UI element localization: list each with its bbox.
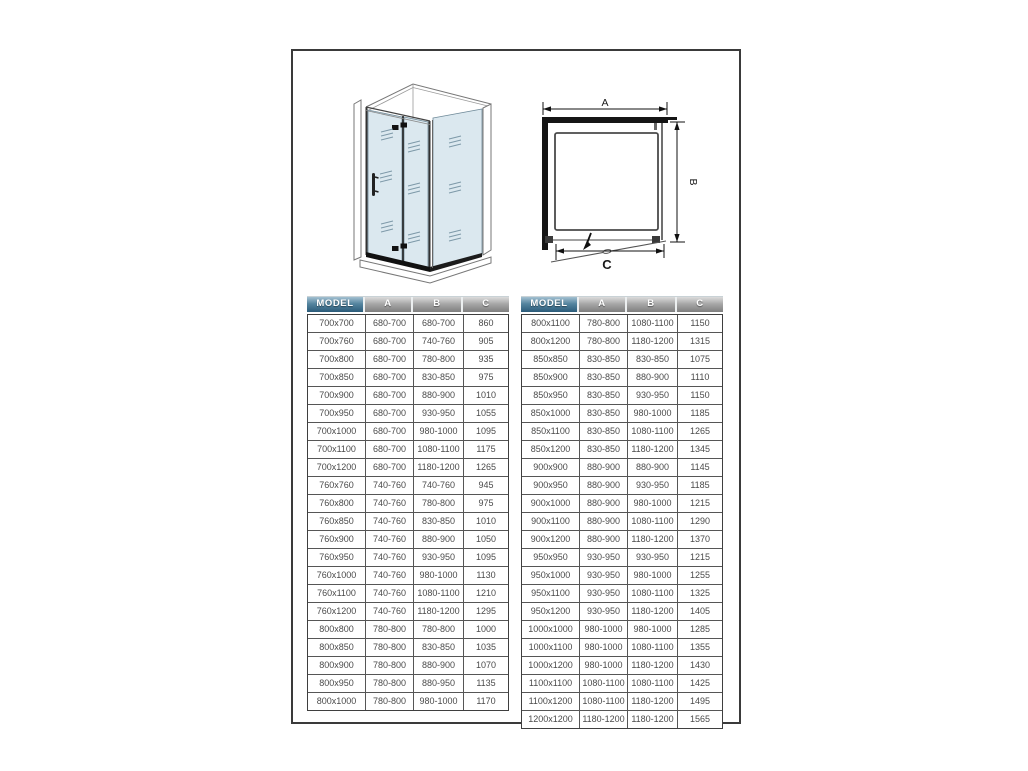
dimension-cell: 980-1000 [628,567,678,584]
dimension-cell: 1285 [689,624,711,634]
dimension-cell: 1080-1100 [628,423,678,440]
dimension-cell: 680-700 [414,315,464,332]
model-cell: 900x950 [522,477,580,494]
column-header-c: C [463,297,509,312]
dimension-cell: 1565 [689,714,711,724]
dimension-cell: 975 [478,498,494,508]
table-row [522,333,722,351]
column-header-b: B [413,297,463,312]
dimension-cell: 680-700 [366,405,414,422]
table-row [308,639,508,657]
shower-enclosure-plan-diagram [535,94,705,294]
model-cell: 1100x1200 [522,693,580,710]
table-header-row [307,296,509,312]
dimension-cell: 1295 [475,606,497,616]
dimension-cell: 740-760 [414,333,464,350]
table-row [308,549,508,567]
dimension-cell: 930-950 [628,387,678,404]
dimension-cell: 680-700 [366,387,414,404]
table-row [308,603,508,621]
model-cell: 760x1000 [308,567,366,584]
dimension-cell: 740-760 [366,531,414,548]
dimension-cell: 880-900 [580,531,628,548]
table-row [522,513,722,531]
model-cell: 850x900 [522,369,580,386]
dimension-cell: 680-700 [366,333,414,350]
dimension-cell: 930-950 [628,477,678,494]
table-row [522,405,722,423]
dimension-cell: 1180-1200 [628,531,678,548]
model-cell: 800x850 [308,639,366,656]
model-cell: 850x1000 [522,405,580,422]
dimension-cell: 1325 [689,588,711,598]
model-cell: 1000x1000 [522,621,580,638]
model-cell: 800x900 [308,657,366,674]
table-row [308,531,508,549]
model-cell: 850x1100 [522,423,580,440]
dimension-cell: 830-850 [414,513,464,530]
table-row [522,711,722,728]
dim-label-a: A [601,97,609,109]
table-row [308,567,508,585]
dimension-cell: 780-800 [366,639,414,656]
left-wall-profile [354,100,361,260]
dimension-cell: 780-800 [366,693,414,710]
dimension-cell: 945 [478,480,494,490]
dimension-cell: 930-950 [580,567,628,584]
dimension-cell: 880-900 [628,459,678,476]
dimension-cell: 1215 [689,552,711,562]
model-cell: 850x850 [522,351,580,368]
model-cell: 760x800 [308,495,366,512]
dimension-cell: 1075 [689,354,711,364]
table-row [308,693,508,710]
dimension-cell: 680-700 [366,423,414,440]
model-cell: 800x800 [308,621,366,638]
dimension-cell: 880-950 [414,675,464,692]
table-body [307,314,509,711]
dimension-cell: 830-850 [580,423,628,440]
dimension-cell: 1345 [689,444,711,454]
table-row [308,675,508,693]
dimension-cell: 1080-1100 [628,675,678,692]
dimension-cell: 1425 [689,678,711,688]
dimension-cell: 1180-1200 [628,711,678,728]
dimension-cell: 830-850 [580,351,628,368]
dimension-cell: 930-950 [628,549,678,566]
dimension-cell: 1010 [475,390,497,400]
table-row [522,585,722,603]
table-header-row [521,296,723,312]
dimension-cell: 980-1000 [414,693,464,710]
table-row [522,675,722,693]
table-row [308,369,508,387]
dimension-cell: 680-700 [366,315,414,332]
dimension-cell: 680-700 [366,351,414,368]
dimension-cell: 1315 [689,336,711,346]
dimension-cell: 1095 [475,426,497,436]
table-row [522,531,722,549]
dimension-cell: 1180-1200 [628,603,678,620]
model-cell: 760x950 [308,549,366,566]
dimension-cell: 1175 [476,444,496,454]
dimension-cell: 830-850 [580,405,628,422]
dimension-b [670,122,699,242]
table-row [308,513,508,531]
swing-direction-arrow-icon [583,241,591,251]
dimension-cell: 1080-1100 [414,585,464,602]
model-cell: 900x900 [522,459,580,476]
dim-label-c: C [602,257,612,272]
right-wall-profile [483,104,491,255]
dimension-cell: 1095 [475,552,497,562]
dimension-cell: 740-760 [414,477,464,494]
model-cell: 1200x1200 [522,711,580,728]
dimension-cell: 780-800 [414,621,464,638]
table-row [308,621,508,639]
column-header-a: A [365,297,413,312]
table-row [522,693,722,711]
dimension-cell: 740-760 [366,549,414,566]
dimension-cell: 680-700 [366,459,414,476]
table-row [522,351,722,369]
model-cell: 800x1200 [522,333,580,350]
dimension-cell: 780-800 [366,657,414,674]
model-cell: 760x850 [308,513,366,530]
shower-enclosure-3d-diagram [345,74,520,296]
dimension-cell: 1180-1200 [628,333,678,350]
model-cell: 700x700 [308,315,366,332]
model-cell: 800x950 [308,675,366,692]
dimension-cell: 1000 [475,624,497,634]
model-cell: 900x1100 [522,513,580,530]
model-cell: 900x1000 [522,495,580,512]
dimension-cell: 930-950 [414,405,464,422]
table-row [522,477,722,495]
table-row [522,315,722,333]
dimension-cell: 1170 [476,696,496,706]
model-cell: 950x950 [522,549,580,566]
table-body [521,314,723,729]
table-row [308,333,508,351]
table-row [308,495,508,513]
dimension-cell: 980-1000 [628,495,678,512]
table-row [522,639,722,657]
dimension-cell: 1265 [689,426,711,436]
model-cell: 1000x1100 [522,639,580,656]
dimension-cell: 1080-1100 [628,315,678,332]
plan-door-track [545,236,660,243]
dimension-cell: 935 [478,354,494,364]
dimension-cell: 1215 [689,498,711,508]
dimension-cell: 780-800 [366,621,414,638]
dimension-cell: 1185 [690,408,710,418]
dimension-cell: 830-850 [580,369,628,386]
model-cell: 850x950 [522,387,580,404]
dimension-cell: 1080-1100 [628,639,678,656]
dimension-cell: 1135 [476,678,496,688]
table-row [308,351,508,369]
table-row [308,477,508,495]
dimension-cell: 860 [478,318,494,328]
model-cell: 760x1100 [308,585,366,602]
table-row [522,495,722,513]
column-header-c: C [677,297,723,312]
dimension-cell: 1180-1200 [580,711,628,728]
plan-shower-tray [555,133,658,230]
model-cell: 700x850 [308,369,366,386]
dimension-cell: 980-1000 [414,423,464,440]
dimension-cell: 1180-1200 [628,657,678,674]
table-row [308,585,508,603]
table-row [522,567,722,585]
dimension-cell: 1080-1100 [628,585,678,602]
dimension-cell: 980-1000 [580,657,628,674]
column-header-a: A [579,297,627,312]
dimension-cell: 1265 [475,462,497,472]
dimension-cell: 780-800 [366,675,414,692]
dimension-cell: 680-700 [366,369,414,386]
model-cell: 760x1200 [308,603,366,620]
table-row [308,441,508,459]
size-table-left [307,296,509,711]
dimension-cell: 1080-1100 [580,675,628,692]
table-row [522,603,722,621]
dimension-cell: 1070 [475,660,497,670]
model-cell: 700x800 [308,351,366,368]
dimension-cell: 1405 [689,606,711,616]
table-row [522,621,722,639]
side-panel-glass [433,109,482,269]
dimension-cell: 740-760 [366,603,414,620]
model-cell: 700x1200 [308,459,366,476]
dimension-cell: 980-1000 [580,639,628,656]
column-header-model: MODEL [521,297,579,312]
table-row [308,423,508,441]
dimension-cell: 830-850 [580,387,628,404]
dimension-cell: 980-1000 [580,621,628,638]
model-cell: 800x1000 [308,693,366,710]
dimension-cell: 740-760 [366,513,414,530]
dimension-cell: 1080-1100 [580,693,628,710]
table-row [308,387,508,405]
table-row [308,405,508,423]
model-cell: 700x760 [308,333,366,350]
dimension-cell: 1290 [689,516,711,526]
dimension-cell: 830-850 [414,369,464,386]
model-cell: 950x1000 [522,567,580,584]
dimension-cell: 780-800 [580,333,628,350]
dimension-cell: 780-800 [580,315,628,332]
dimension-cell: 1210 [475,588,497,598]
model-cell: 760x900 [308,531,366,548]
table-row [308,315,508,333]
table-row [522,549,722,567]
dimension-cell: 780-800 [414,495,464,512]
dimension-cell: 1050 [475,534,497,544]
model-cell: 950x1200 [522,603,580,620]
dimension-cell: 880-900 [580,495,628,512]
dimension-cell: 1150 [690,390,710,400]
dimension-cell: 740-760 [366,567,414,584]
dimension-cell: 1150 [690,318,710,328]
column-header-model: MODEL [307,297,365,312]
dimension-cell: 980-1000 [628,405,678,422]
model-cell: 800x1100 [522,315,580,332]
dimension-cell: 880-900 [414,387,464,404]
dimension-cell: 740-760 [366,477,414,494]
dimension-cell: 740-760 [366,495,414,512]
size-table-right [521,296,723,729]
dimension-cell: 1180-1200 [414,603,464,620]
dimension-cell: 1180-1200 [414,459,464,476]
table-row [522,657,722,675]
dimension-cell: 1080-1100 [628,513,678,530]
dimension-cell: 1145 [690,462,710,472]
table-row [308,459,508,477]
table-row [308,657,508,675]
dimension-cell: 930-950 [414,549,464,566]
model-cell: 700x1100 [308,441,366,458]
dimension-cell: 1110 [690,372,710,382]
dimension-cell: 830-850 [628,351,678,368]
dimension-cell: 905 [478,336,494,346]
model-cell: 1100x1100 [522,675,580,692]
dimension-cell: 930-950 [580,603,628,620]
dimension-cell: 1055 [475,408,497,418]
dimension-cell: 1130 [476,570,496,580]
dimension-cell: 1080-1100 [414,441,464,458]
dimension-cell: 975 [478,372,494,382]
dimension-cell: 1370 [689,534,711,544]
dimension-cell: 1430 [689,660,711,670]
dimension-cell: 1180-1200 [628,441,678,458]
dimension-cell: 930-950 [580,549,628,566]
dimension-cell: 780-800 [414,351,464,368]
dimension-cell: 880-900 [580,477,628,494]
dimension-cell: 980-1000 [628,621,678,638]
dimension-cell: 880-900 [580,513,628,530]
column-header-b: B [627,297,677,312]
dimension-cell: 830-850 [580,441,628,458]
dimension-cell: 740-760 [366,585,414,602]
dimension-cell: 880-900 [414,657,464,674]
model-cell: 760x760 [308,477,366,494]
dimension-cell: 1355 [689,642,711,652]
table-row [522,441,722,459]
dimension-cell: 980-1000 [414,567,464,584]
dimension-cell: 880-900 [628,369,678,386]
dimension-cell: 1185 [690,480,710,490]
dim-label-b: B [687,178,699,186]
dimension-cell: 880-900 [414,531,464,548]
dimension-cell: 880-900 [580,459,628,476]
dimension-cell: 1010 [475,516,497,526]
dimension-cell: 1495 [689,696,711,706]
model-cell: 950x1100 [522,585,580,602]
model-cell: 700x1000 [308,423,366,440]
model-cell: 700x900 [308,387,366,404]
dimension-cell: 930-950 [580,585,628,602]
table-row [522,387,722,405]
dimension-cell: 680-700 [366,441,414,458]
dimension-cell: 1035 [475,642,497,652]
dimension-cell: 1255 [689,570,711,580]
table-row [522,459,722,477]
model-cell: 700x950 [308,405,366,422]
model-cell: 850x1200 [522,441,580,458]
dimension-a [543,97,667,115]
dimension-cell: 830-850 [414,639,464,656]
table-row [522,423,722,441]
table-row [522,369,722,387]
dimension-cell: 1180-1200 [628,693,678,710]
model-cell: 1000x1200 [522,657,580,674]
model-cell: 900x1200 [522,531,580,548]
spec-sheet-page [291,49,741,724]
